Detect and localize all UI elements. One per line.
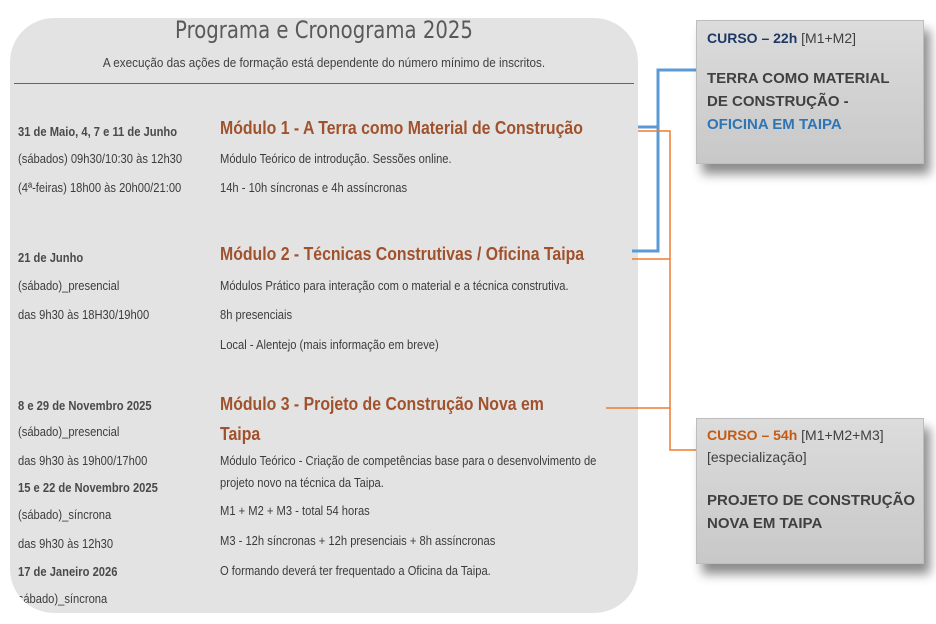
course-54h-box	[696, 418, 924, 564]
module1-hours: 14h - 10h síncronas e 4h assíncronas	[220, 180, 408, 195]
module2-hours: 8h presenciais	[220, 307, 293, 322]
module3-date-1: 8 e 29 de Novembro 2025	[18, 398, 152, 413]
module3-time-1: das 9h30 às 19h00/17h00	[18, 453, 148, 468]
module3-title-line1: Módulo 3 - Projeto de Construção Nova em	[220, 394, 544, 414]
module3-requirement: O formando deverá ter frequentado a Oficina da Taipa.	[220, 563, 491, 578]
page-subtitle: A execução das ações de formação está dependente do número mínimo de inscritos.	[102, 55, 546, 70]
module1-schedule-wednesday: (4ª-feiras) 18h00 às 20h00/21:00	[18, 180, 182, 195]
module2-mode: (sábado)_presencial	[18, 278, 120, 293]
module2-location: Local - Alentejo (mais informação em breve)	[220, 337, 439, 352]
module2-title: Módulo 2 - Técnicas Construtivas / Oficina Taipa	[220, 244, 585, 264]
module3-detail-line2: projeto novo na técnica da Taipa.	[220, 475, 384, 490]
module3-mode-3: (sábado)_síncrona	[14, 591, 108, 606]
course-54h-title-line1: PROJETO DE CONSTRUÇÃO	[707, 492, 916, 509]
course-22h-modules: [M1+M2]	[801, 30, 856, 46]
blue-connector-m1	[638, 70, 696, 127]
course-54h-modules: [M1+M2+M3]	[801, 427, 884, 443]
module2-date: 21 de Junho	[18, 250, 84, 265]
module3-detail-line1: Módulo Teórico - Criação de competências base para o desenvolvimento de	[220, 453, 597, 468]
module3-time-2: das 9h30 às 12h30	[18, 536, 114, 551]
module2-time: das 9h30 às 18H30/19h00	[18, 307, 150, 322]
page-title: Programa e Cronograma 2025	[175, 18, 473, 44]
module3-date-2: 15 e 22 de Novembro 2025	[18, 480, 158, 495]
module2-detail: Módulos Prático para interação com o material e a técnica construtiva.	[220, 278, 569, 293]
course-54h-header	[707, 427, 884, 443]
module1-schedule-saturday: (sábados) 09h30/10:30 às 12h30	[18, 151, 183, 166]
blue-connector-m2	[632, 127, 658, 251]
course-54h-title	[707, 489, 915, 535]
course-54h-specialization: [especialização]	[707, 449, 807, 465]
course-22h-header	[707, 30, 856, 46]
module3-title-line2: Taipa	[220, 424, 261, 444]
course-22h-title-line1: TERRA COMO MATERIAL	[707, 70, 890, 87]
course-22h-box	[696, 20, 924, 164]
module3-mode-1: (sábado)_presencial	[18, 424, 120, 439]
course-22h-label: CURSO – 22h	[707, 30, 798, 46]
module1-date: 31 de Maio, 4, 7 e 11 de Junho	[18, 124, 178, 139]
module3-total: M1 + M2 + M3 - total 54 horas	[220, 503, 370, 518]
course-54h-title-line2: NOVA EM TAIPA	[707, 515, 823, 532]
module1-detail: Módulo Teórico de introdução. Sessões online.	[220, 151, 452, 166]
module1-title: Módulo 1 - A Terra como Material de Construção	[220, 118, 583, 138]
orange-connector-main	[638, 131, 696, 450]
module3-hours: M3 - 12h síncronas + 12h presenciais + 8h assíncronas	[220, 533, 496, 548]
course-22h-title-line3: OFICINA EM TAIPA	[707, 116, 842, 133]
course-54h-label: CURSO – 54h	[707, 427, 798, 443]
course-22h-title-line2: DE CONSTRUÇÃO -	[707, 93, 849, 110]
course-22h-title	[707, 67, 889, 136]
module3-mode-2: (sábado)_síncrona	[18, 507, 112, 522]
module3-date-3: 17 de Janeiro 2026	[18, 564, 118, 579]
